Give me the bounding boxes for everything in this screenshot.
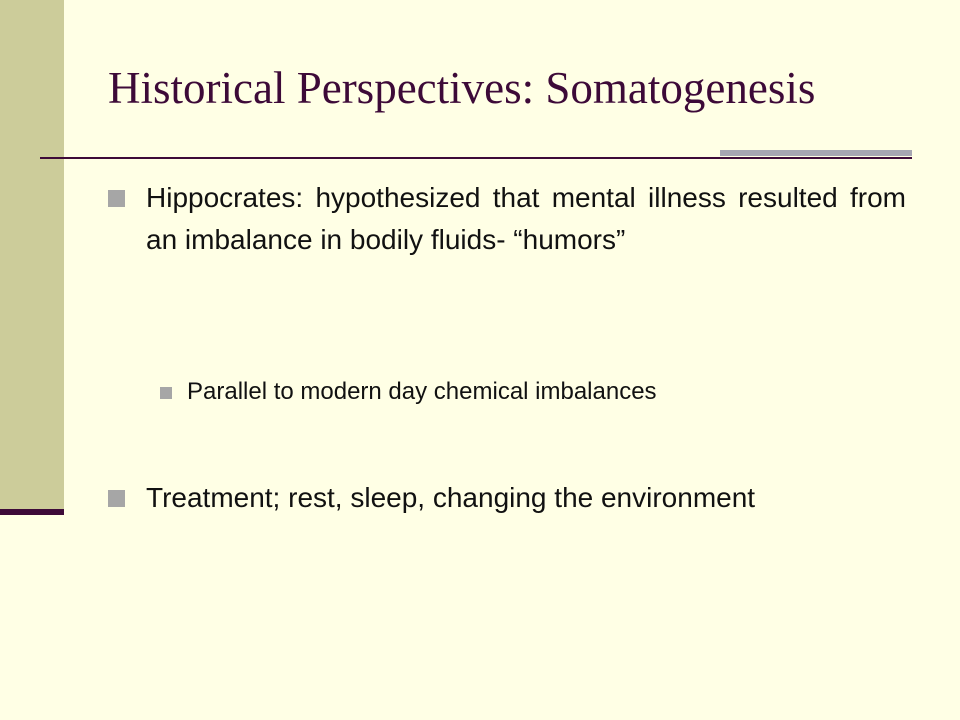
bullet-text: Treatment; rest, sleep, changing the environment (146, 482, 756, 513)
square-bullet-icon (108, 190, 125, 207)
bullet-text: Hippocrates: hypothesized that mental illness resulted from an imbalance in bodily fluids- “humors” (146, 182, 906, 255)
slide-title: Historical Perspectives: Somatogenesis (108, 63, 816, 113)
square-bullet-icon (108, 490, 125, 507)
bullet-item (146, 477, 906, 519)
sub-bullet-text: Parallel to modern day chemical imbalances (187, 378, 657, 405)
square-bullet-icon (160, 387, 172, 399)
bullet-item (146, 177, 906, 261)
sub-bullet-item (187, 376, 907, 408)
